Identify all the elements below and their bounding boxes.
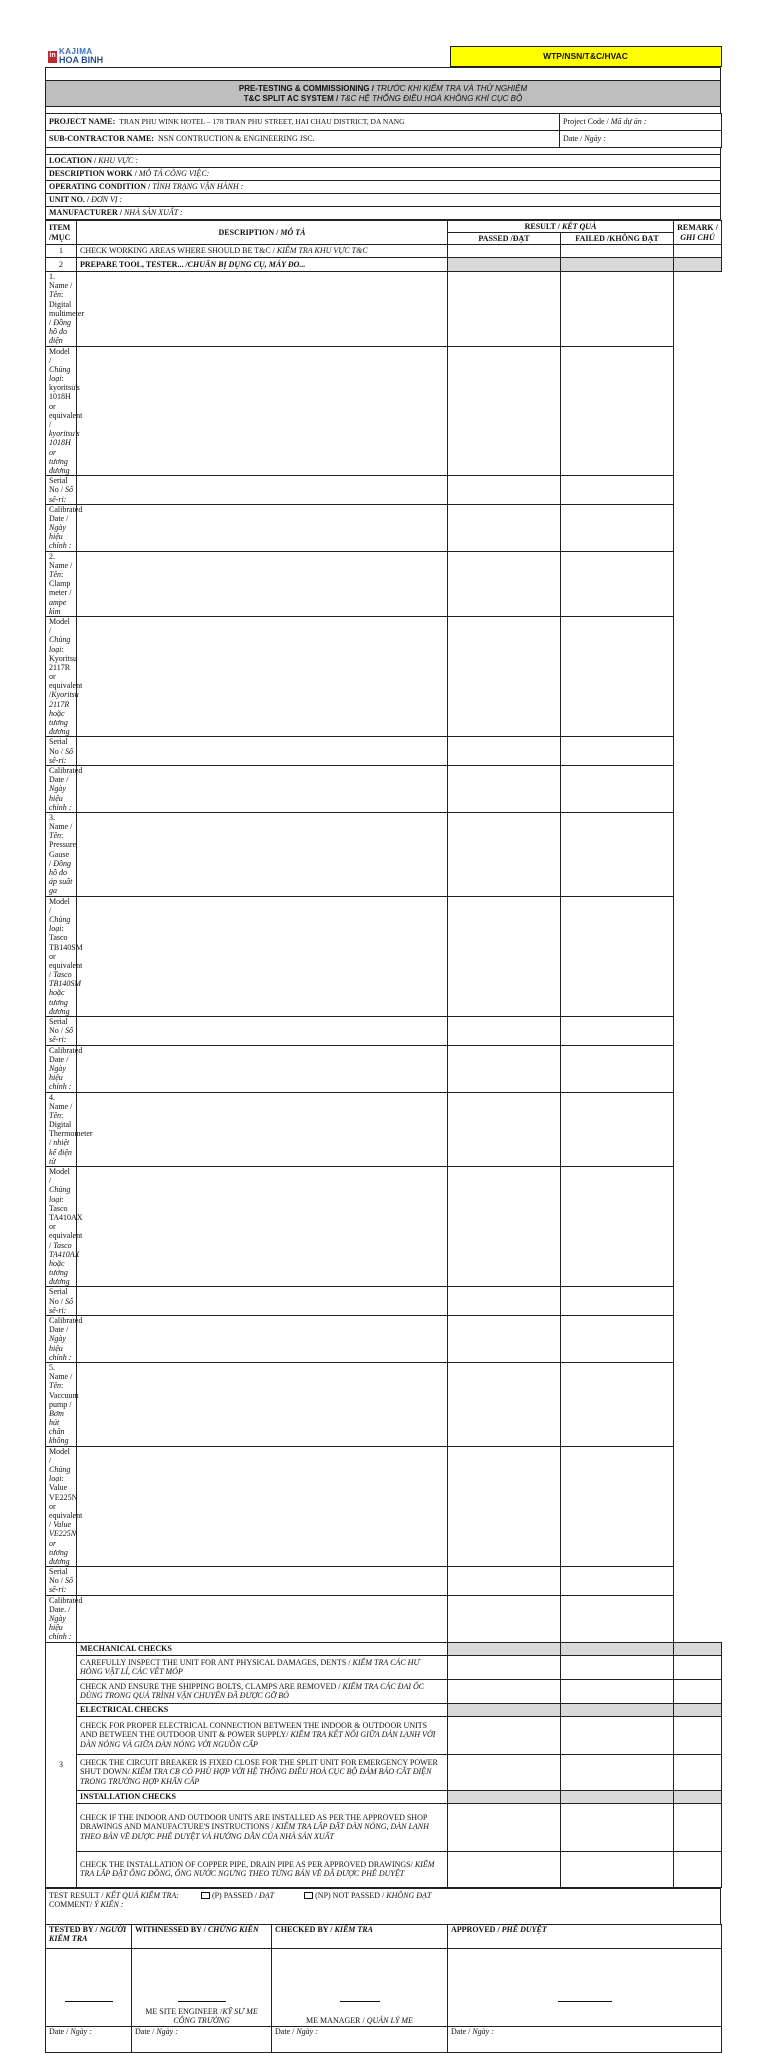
failed-cell[interactable] (448, 272, 561, 347)
passed-cell[interactable] (448, 1716, 561, 1754)
checked-signature-area[interactable]: ME MANAGER / QUẢN LÝ ME (272, 1949, 448, 2027)
tool-row (46, 346, 722, 476)
passed-cell[interactable] (448, 245, 561, 258)
tool-row (46, 616, 722, 736)
project-name-field[interactable]: PROJECT NAME: TRAN PHU WINK HOTEL – 178 TRAN PHU STREET, HAI CHAU DISTRICT, DA NANG (46, 114, 560, 131)
col-item-header: ITEM /MỤC (46, 221, 77, 245)
witnessed-by-header: WITHNESSED BY / CHỨNG KIẾN (132, 1925, 272, 1949)
failed-cell[interactable] (561, 1655, 674, 1679)
logo-top-text: KAJIMA (59, 47, 93, 56)
remark-cell[interactable] (561, 272, 674, 347)
failed-cell[interactable] (448, 1316, 561, 1363)
item-number: 3 (46, 1642, 77, 1887)
logo-mark-icon: in (48, 51, 57, 63)
test-result-line: TEST RESULT / KẾT QUẢ KIỂM TRA: (P) PASSED / ĐẠT (NP) NOT PASSED / KHÔNG ĐẠT (49, 1890, 432, 1900)
row-description: CHECK IF THE INDOOR AND OUTDOOR UNITS ARE INSTALLED AS PER THE APPROVED SHOP DRAWINGS AND MANUFACTURE'S INSTRUCTIONS / KIỂM TRA LẮP ĐẶT DÀN NÓNG, DÀN LẠNH THEO BẢN VẼ ĐƯỢC PHÊ DUYỆT VÀ HƯỚNG DẪN CỦA NHÀ SẢN XUẤT (77, 1803, 448, 1851)
passed-cell (448, 1703, 561, 1716)
remark-cell (674, 1642, 722, 1655)
failed-cell[interactable] (448, 1167, 561, 1287)
test-result-block (45, 1888, 721, 1915)
failed-cell[interactable] (448, 1017, 561, 1046)
remark-cell[interactable] (561, 346, 674, 476)
mechanical-check-2 (46, 1679, 722, 1703)
passed-cell[interactable] (77, 504, 448, 551)
checklist-row-2-heading (46, 258, 722, 272)
failed-cell[interactable] (561, 1754, 674, 1790)
failed-cell (561, 1790, 674, 1803)
mechanical-heading-row (46, 1642, 722, 1655)
witnessed-signature-area[interactable]: ME SITE ENGINEER /KỸ SƯ ME CÔNG TRƯỜNG (132, 1949, 272, 2027)
passed-cell[interactable] (77, 272, 448, 347)
description-work-field[interactable]: DESCRIPTION WORK / MÔ TẢ CÔNG VIỆC: (46, 168, 721, 181)
tested-by-header: TESTED BY / NGƯỜI KIỂM TRA (46, 1925, 132, 1949)
tool-row (46, 765, 722, 812)
remark-cell[interactable] (561, 1446, 674, 1566)
col-remark-header: REMARK / GHI CHÚ (674, 221, 722, 245)
company-logo (45, 47, 450, 67)
manufacturer-field[interactable]: MANUFACTURER / NHÀ SẢN XUẤT : (46, 207, 721, 220)
passed-cell[interactable] (77, 476, 448, 505)
remark-cell[interactable] (561, 1045, 674, 1092)
passed-cell[interactable] (77, 616, 448, 736)
failed-cell[interactable] (561, 1851, 674, 1887)
location-info (45, 154, 721, 220)
row-description: CHECK WORKING AREAS WHERE SHOULD BE T&C / KIỂM TRA KHU VỰC T&C (77, 245, 448, 258)
passed-cell[interactable] (77, 1567, 448, 1596)
passed-cell[interactable] (448, 1803, 561, 1851)
failed-cell[interactable] (561, 1679, 674, 1703)
title-block (45, 80, 721, 107)
item-number: 1 (46, 245, 77, 258)
remark-cell[interactable] (561, 765, 674, 812)
row-description: 2. Name / Tên: Clamp meter / ampe kìm (46, 551, 77, 616)
passed-checkbox[interactable] (201, 1892, 210, 1899)
tool-row (46, 1362, 722, 1446)
tool-row (46, 551, 722, 616)
passed-cell[interactable] (77, 1017, 448, 1046)
remark-cell[interactable] (561, 1017, 674, 1046)
failed-cell (561, 1642, 674, 1655)
form-title: PRE-TESTING & COMMISSIONING / TRƯỚC KHI KIỂM TRA VÀ THỬ NGHIỆM T&C SPLIT AC SYSTEM / T&C HỆ THỐNG ĐIỀU HOÀ KHÔNG KHÍ CỤC BỘ (46, 81, 721, 107)
row-description: CHECK AND ENSURE THE SHIPPING BOLTS, CLAMPS ARE REMOVED / KIỂM TRA CÁC ĐAI ỐC DÙNG TRONG QUÁ TRÌNH VẬN CHUYỂN ĐÃ ĐƯỢC GỠ BỎ (77, 1679, 448, 1703)
failed-cell[interactable] (448, 551, 561, 616)
unit-no-field[interactable]: UNIT NO. / ĐƠN VỊ : (46, 194, 721, 207)
failed-cell[interactable] (448, 1446, 561, 1566)
passed-cell[interactable] (77, 1287, 448, 1316)
location-field[interactable]: LOCATION / KHU VỰC : (46, 155, 721, 168)
remark-cell[interactable] (561, 616, 674, 736)
remark-cell[interactable] (561, 504, 674, 551)
remark-cell[interactable] (674, 1754, 722, 1790)
row-description: Model / Chủng loại: Tasco TA410AX or equivalent / Tasco TA410AX hoặc tương đương (46, 1167, 77, 1287)
row-description: Serial No / Số sê-ri: (46, 1567, 77, 1596)
remark-cell[interactable] (674, 1716, 722, 1754)
passed-cell[interactable] (77, 1446, 448, 1566)
tool-row (46, 896, 722, 1016)
electrical-checks-heading: ELECTRICAL CHECKS (77, 1703, 448, 1716)
remark-cell[interactable] (674, 245, 722, 258)
approved-by-header: APPROVED / PHÊ DUYỆT (448, 1925, 722, 1949)
row-description: CHECK FOR PROPER ELECTRICAL CONNECTION BETWEEN THE INDOOR & OUTDOOR UNITS AND BETWEEN THE OUTDOOR UNIT & POWER SUPPLY/ KIỂM TRA KẾT NỐI GIỮA DÀN LẠNH VỚI DÀN NÓNG VÀ GIỮA DÀN NÓNG VỚI NGUỒN CẤP (77, 1716, 448, 1754)
failed-cell[interactable] (561, 245, 674, 258)
passed-cell[interactable] (77, 737, 448, 766)
installation-check-2 (46, 1851, 722, 1887)
comment-line[interactable]: COMMENT/ Ý KIẾN : (49, 1899, 124, 1909)
date-field[interactable]: Date / Ngày : (560, 131, 722, 148)
passed-cell[interactable] (77, 765, 448, 812)
passed-cell[interactable] (77, 1316, 448, 1363)
electrical-check-2 (46, 1754, 722, 1790)
failed-cell[interactable] (448, 1287, 561, 1316)
row-description: Serial No / Số sê-ri: (46, 1017, 77, 1046)
remark-cell[interactable] (674, 1803, 722, 1851)
row-description: Serial No / Số sê-ri: (46, 1287, 77, 1316)
remark-cell[interactable] (561, 737, 674, 766)
row-description: Calibrated Date / Ngày hiệu chỉnh : (46, 1045, 77, 1092)
not-passed-checkbox[interactable] (304, 1892, 313, 1899)
approved-signature-area[interactable] (448, 1949, 722, 2027)
form-header (45, 46, 722, 67)
remark-cell[interactable] (674, 1851, 722, 1887)
signature-block (45, 1924, 722, 2053)
electrical-heading-row (46, 1703, 722, 1716)
passed-cell[interactable] (448, 1851, 561, 1887)
tool-row (46, 1595, 722, 1642)
row-description: CHECK THE CIRCUIT BREAKER IS FIXED CLOSE FOR THE SPLIT UNIT FOR EMERGENCY POWER SHUT DOWN/ KIỂM TRA CB CÓ PHÙ HỢP VỚI HỆ THỐNG ĐIỀU HOÀ CỤC BỘ ĐẢM BẢO CẮT ĐIỆN TRONG TRƯỜNG HỢP KHẨN CẤP (77, 1754, 448, 1790)
failed-cell[interactable] (448, 1362, 561, 1446)
failed-cell[interactable] (448, 476, 561, 505)
passed-cell[interactable] (77, 1045, 448, 1092)
passed-cell (448, 1790, 561, 1803)
document-code: WTP/NSN/T&C/HVAC (450, 47, 721, 67)
passed-cell[interactable] (77, 1092, 448, 1167)
row-description: Calibrated Date / Ngày hiệu chỉnh : (46, 765, 77, 812)
tool-row (46, 476, 722, 505)
tool-row (46, 812, 722, 896)
row-description: Calibrated Date / Ngày hiệu chỉnh : (46, 1316, 77, 1363)
tool-row (46, 1167, 722, 1287)
tool-row (46, 737, 722, 766)
remark-cell (674, 1790, 722, 1803)
remark-cell[interactable] (561, 1595, 674, 1642)
passed-cell[interactable] (448, 1679, 561, 1703)
passed-cell (448, 258, 561, 272)
row-description: CHECK THE INSTALLATION OF COPPER PIPE, DRAIN PIPE AS PER APPROVED DRAWINGS/ KIỂM TRA LẮP ĐẶT ỐNG ĐỒNG, ỐNG NƯỚC NGƯNG THEO TỪNG BẢN VẼ ĐÃ ĐƯỢC PHÊ DUYỆT (77, 1851, 448, 1887)
row-description: Model / Chủng loại: kyoritsu's 1018H or equivalent / kyoritsu's 1018H or tương đương (46, 346, 77, 476)
failed-cell[interactable] (448, 346, 561, 476)
mechanical-checks-heading: MECHANICAL CHECKS (77, 1642, 448, 1655)
tool-row (46, 1567, 722, 1596)
logo-bottom-text: HOA BINH (59, 55, 104, 65)
failed-cell[interactable] (448, 737, 561, 766)
failed-cell[interactable] (561, 1803, 674, 1851)
row-description: 3. Name / Tên: Pressure Gause / Đồng hồ đo áp suất ga (46, 812, 77, 896)
passed-cell[interactable] (448, 1754, 561, 1790)
witnessed-date[interactable]: Date / Ngày : (132, 2027, 272, 2053)
installation-check-1 (46, 1803, 722, 1851)
installation-heading-row (46, 1790, 722, 1803)
tool-row (46, 504, 722, 551)
failed-cell (561, 1703, 674, 1716)
tool-row (46, 1092, 722, 1167)
remark-cell[interactable] (561, 1287, 674, 1316)
approved-date[interactable]: Date / Ngày : (448, 2027, 722, 2053)
remark-cell[interactable] (674, 1655, 722, 1679)
row-description: 5. Name / Tên: Vaccuum pump / Bơm hút chân không (46, 1362, 77, 1446)
row-description: PREPARE TOOL, TESTER... /CHUẨN BỊ DỤNG CỤ, MÁY ĐO... (77, 258, 448, 272)
row-description: Calibrated Date. / Ngày hiệu chỉnh : (46, 1595, 77, 1642)
tool-row (46, 1446, 722, 1566)
row-description: Serial No / Số sê-ri: (46, 476, 77, 505)
remark-cell[interactable] (561, 476, 674, 505)
tool-row (46, 1316, 722, 1363)
passed-cell[interactable] (77, 1595, 448, 1642)
inspection-form (45, 46, 721, 2053)
row-description: Calibrated Date / Ngày hiệu chỉnh : (46, 504, 77, 551)
project-code-field[interactable]: Project Code / Mã dự án : (560, 114, 722, 131)
tested-signature-area[interactable] (46, 1949, 132, 2027)
col-description-header: DESCRIPTION / MÔ TẢ (77, 221, 448, 245)
tested-date[interactable]: Date / Ngày : (46, 2027, 132, 2053)
electrical-check-1 (46, 1716, 722, 1754)
checklist-table (45, 220, 722, 1888)
row-description: 4. Name / Tên: Digital Thermometer / nhiệt kế điện tử (46, 1092, 77, 1167)
remark-cell[interactable] (561, 1092, 674, 1167)
item-number: 2 (46, 258, 77, 272)
failed-cell[interactable] (448, 765, 561, 812)
remark-cell[interactable] (561, 551, 674, 616)
project-info (45, 113, 722, 148)
remark-cell[interactable] (561, 1167, 674, 1287)
installation-checks-heading: INSTALLATION CHECKS (77, 1790, 448, 1803)
passed-cell[interactable] (77, 346, 448, 476)
passed-cell[interactable] (77, 1362, 448, 1446)
tool-row (46, 1017, 722, 1046)
remark-cell[interactable] (561, 1567, 674, 1596)
tool-row (46, 1045, 722, 1092)
passed-cell[interactable] (448, 1655, 561, 1679)
col-result-header: RESULT / KẾT QUẢ (448, 221, 674, 233)
failed-cell[interactable] (448, 812, 561, 896)
remark-cell[interactable] (561, 1316, 674, 1363)
checked-date[interactable]: Date / Ngày : (272, 2027, 448, 2053)
checked-by-header: CHECKED BY / KIỂM TRA (272, 1925, 448, 1949)
row-description: CAREFULLY INSPECT THE UNIT FOR ANT PHYSICAL DAMAGES, DENTS / KIỂM TRA CÁC HƯ HỎNG VẬT LÍ, CÁC VẾT MÓP (77, 1655, 448, 1679)
subcontractor-field[interactable]: SUB-CONTRACTOR NAME: NSN CONTRUCTION & ENGINEERING JSC. (46, 131, 560, 148)
failed-cell (561, 258, 674, 272)
row-description: Model / Chủng loại: Value VE225N or equivalent / Value VE225N or tương đương (46, 1446, 77, 1566)
passed-cell[interactable] (77, 896, 448, 1016)
col-passed-header: PASSED /ĐẠT (448, 233, 561, 245)
failed-cell[interactable] (448, 1045, 561, 1092)
failed-cell[interactable] (448, 1567, 561, 1596)
remark-cell (674, 258, 722, 272)
failed-cell[interactable] (448, 1595, 561, 1642)
remark-cell[interactable] (561, 812, 674, 896)
failed-cell[interactable] (448, 896, 561, 1016)
passed-cell[interactable] (77, 812, 448, 896)
failed-cell[interactable] (448, 616, 561, 736)
failed-cell[interactable] (448, 504, 561, 551)
remark-cell (674, 1703, 722, 1716)
passed-cell[interactable] (77, 1167, 448, 1287)
tool-row (46, 1287, 722, 1316)
row-description: Model / Chủng loại: Kyoritsu 2117R or equivalent /Kyoritsu 2117R hoặc tương đương (46, 616, 77, 736)
passed-cell (448, 1642, 561, 1655)
passed-cell[interactable] (77, 551, 448, 616)
mechanical-check-1 (46, 1655, 722, 1679)
row-description: Model / Chủng loại: Tasco TB140SM or equivalent / Tasco TB140SM hoặc tương đương (46, 896, 77, 1016)
failed-cell[interactable] (561, 1716, 674, 1754)
remark-cell[interactable] (674, 1679, 722, 1703)
col-failed-header: FAILED /KHÔNG ĐẠT (561, 233, 674, 245)
checklist-row-1 (46, 245, 722, 258)
failed-cell[interactable] (448, 1092, 561, 1167)
remark-cell[interactable] (561, 896, 674, 1016)
operating-condition-field[interactable]: OPERATING CONDITION / TÌNH TRẠNG VẬN HÀNH : (46, 181, 721, 194)
remark-cell[interactable] (561, 1362, 674, 1446)
tool-row (46, 272, 722, 347)
row-description: 1. Name / Tên: Digital multimeter / Đồng hồ đo điện (46, 272, 77, 347)
row-description: Serial No / Số sê-ri: (46, 737, 77, 766)
